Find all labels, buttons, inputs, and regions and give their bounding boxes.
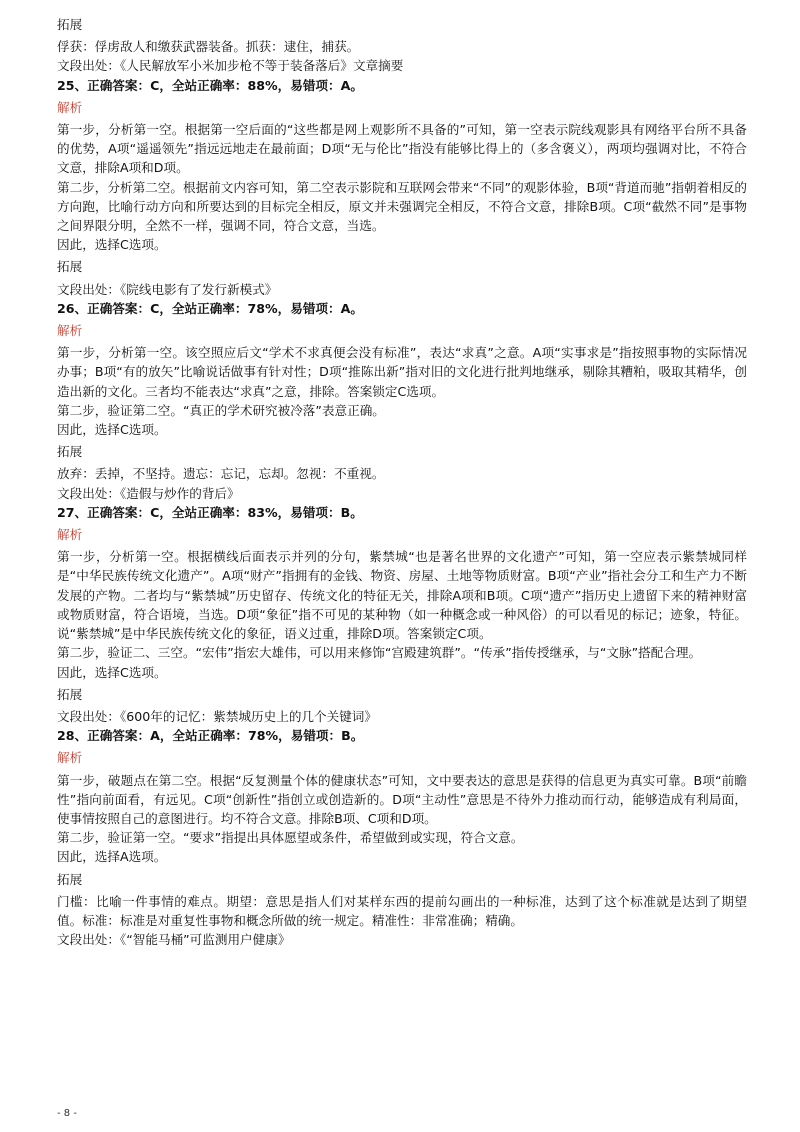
- extension-label: 拓展: [57, 686, 83, 702]
- answer-heading: 27、正确答案：C，全站正确率：83%，易错项：B。: [57, 504, 363, 520]
- paragraph: 文段出处：《600年的记忆：紫禁城历史上的几个关键词》: [57, 708, 377, 724]
- extension-label: 拓展: [57, 259, 83, 275]
- extension-label: 拓展: [57, 444, 83, 460]
- analysis-label: 解析: [57, 99, 83, 115]
- analysis-label: 解析: [57, 750, 83, 766]
- paragraph: 文段出处：《“智能马桶”可监测用户健康》: [57, 932, 291, 948]
- paragraph: 放弃：丢掉，不坚持。遗忘：忘记，忘却。忽视：不重视。: [57, 466, 385, 482]
- paragraph: 门槛：比喻一件事情的难点。期望：意思是指人们对某样东西的提前勾画出的一种标准，达到了这个标准就是达到了期望值。标准：标准是对重复性事物和概念所做的统一规定。精准性：非常准确；精确。: [57, 893, 747, 928]
- paragraph: 文段出处：《人民解放军小米加步枪不等于装备落后》文章摘要: [57, 58, 404, 74]
- page-number: - 8 -: [57, 1108, 77, 1119]
- paragraph: 第一步，分析第一空。根据第一空后面的“这些都是网上观影所不具备的”可知，第一空表示院线观影具有网络平台所不具备的优势，A项“遥遥领先”指远远地走在最前面；D项“无与伦比”指没有能够比得上的（多含褒义），两项均强调对比，不符合文意，排除A项和D项。: [57, 122, 747, 176]
- paragraph: 第一步，分析第一空。根据横线后面表示并列的分句，紫禁城“也是著名世界的文化遗产”可知，第一空应表示紫禁城同样是“中华民族传统文化遗产”。A项“财产”指拥有的金钱、物资、房屋、土地等物质财富。B项“产业”指社会分工和生产力不断发展的产物。二者均与“紫禁城”历史留存、传统文化的特征无关，排除A项和B项。C项“遗产”指历史上遗留下来的精神财富或物质财富，符合语境，当选。D项“象征”指不可见的某种物（如一种概念或一种风俗）的可以看见的标记；迹象，特征。说“紫禁城”是中华民族传统文化的象征，语义过重，排除D项。答案锁定C项。: [57, 549, 747, 642]
- paragraph: 俘获：俘虏敌人和缴获武器装备。抓获：逮住，捕获。: [57, 39, 360, 55]
- extension-label: 拓展: [57, 871, 83, 887]
- paragraph: 因此，选择C选项。: [57, 237, 167, 253]
- paragraph: 因此，选择C选项。: [57, 422, 167, 438]
- paragraph: 第二步，验证第二空。“真正的学术研究被冷落”表意正确。: [57, 402, 385, 418]
- paragraph: 第一步，破题点在第二空。根据“反复测量个体的健康状态”可知，文中要表达的意思是获得的信息更为真实可靠。B项“前瞻性”指向前面看，有远见。C项“创新性”指创立或创造新的。D项“主动性”意思是不待外力推动而行动，能够造成有利局面，使事情按照自己的意图进行。均不符合文意。排除B项、C项和D项。: [57, 772, 747, 826]
- paragraph: 第二步，验证第一空。“要求”指提出具体愿望或条件，希望做到或实现，符合文意。: [57, 830, 524, 846]
- paragraph: 第一步，分析第一空。该空照应后文“学术不求真便会没有标准”，表达“求真”之意。A项“实事求是”指按照事物的实际情况办事；B项“有的放矢”比喻说话做事有针对性；D项“推陈出新”指对旧的文化进行批判地继承，剔除其糟粕，吸取其精华，创造出新的文化。三者均不能表达“求真”之意，排除。答案锁定C选项。: [57, 345, 747, 399]
- paragraph: 因此，选择C选项。: [57, 664, 167, 680]
- answer-heading: 26、正确答案：C，全站正确率：78%，易错项：A。: [57, 300, 363, 316]
- paragraph: 第二步，分析第二空。根据前文内容可知，第二空表示影院和互联网会带来“不同”的观影体验，B项“背道而驰”指朝着相反的方向跑，比喻行动方向和所要达到的目标完全相反，原文并未强调完全相反，不符合文意，排除B项。C项“截然不同”是事物之间界限分明，全然不一样，强调不同，符合文意，当选。: [57, 179, 747, 234]
- analysis-label: 解析: [57, 527, 83, 543]
- extension-label: 拓展: [57, 17, 83, 32]
- analysis-label: 解析: [57, 323, 83, 339]
- answer-heading: 25、正确答案：C，全站正确率：88%，易错项：A。: [57, 77, 363, 93]
- paragraph: 文段出处：《造假与炒作的背后》: [57, 485, 240, 501]
- paragraph: 第二步，验证二、三空。“宏伟”指宏大雄伟，可以用来修饰“宫殿建筑群”。“传承”指传授继承，与“文脉”搭配合理。: [57, 645, 702, 661]
- paragraph: 因此，选择A选项。: [57, 849, 167, 865]
- paragraph: 文段出处：《院线电影有了发行新模式》: [57, 281, 278, 297]
- document-body: [57, 12, 747, 949]
- answer-heading: 28、正确答案：A，全站正确率：78%，易错项：B。: [57, 728, 364, 744]
